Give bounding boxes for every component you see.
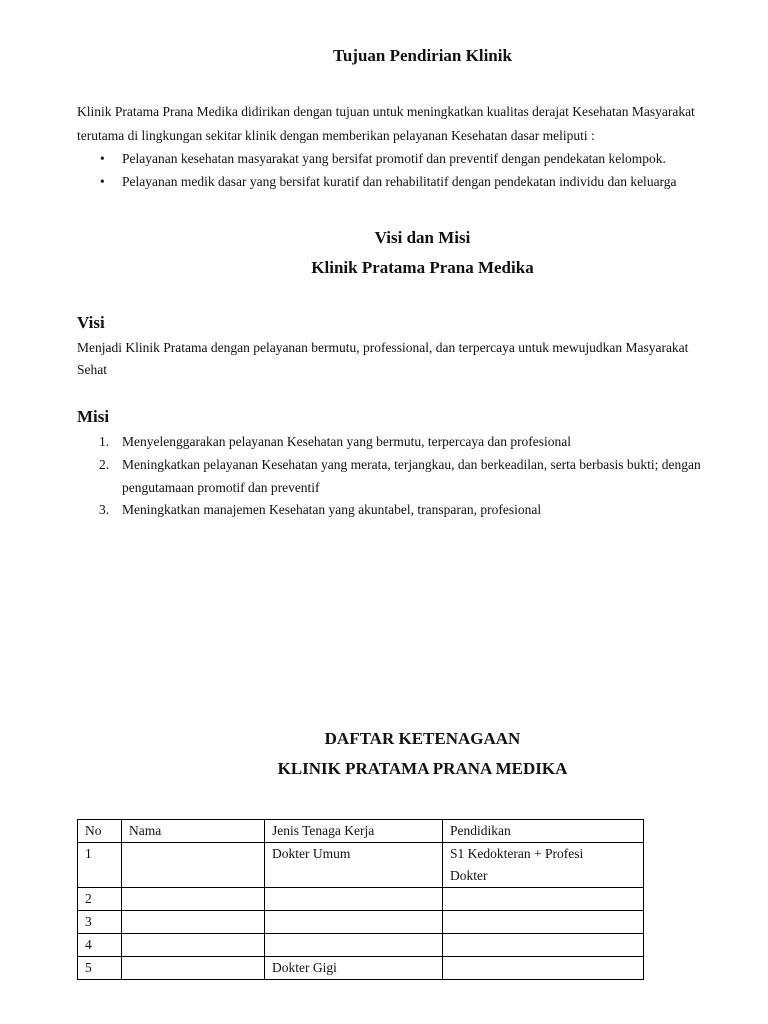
cell-pendidikan	[443, 934, 644, 957]
pendidikan-line-2: Dokter	[450, 868, 488, 883]
bullet-text: Pelayanan medik dasar yang bersifat kuratif dan rehabilitatif dengan pendekatan individu dan keluarga	[122, 174, 677, 189]
visi-text-line-2: Sehat	[77, 362, 107, 377]
pendidikan-line-1: S1 Kedokteran + Profesi	[450, 846, 584, 861]
cell-no: 2	[78, 888, 122, 911]
table-row	[78, 843, 644, 888]
list-text: Meningkatkan pelayanan Kesehatan yang merata, terjangkau, dan berkeadilan, serta berbasis bukti; dengan	[122, 457, 701, 472]
table-header-row	[78, 820, 644, 843]
cell-no: 4	[78, 934, 122, 957]
tujuan-title: Tujuan Pendirian Klinik	[333, 46, 512, 65]
cell-nama	[122, 957, 265, 980]
header-no: No	[78, 820, 122, 843]
cell-pendidikan	[443, 957, 644, 980]
list-number: 2.	[99, 457, 110, 472]
daftar-subtitle: KLINIK PRATAMA PRANA MEDIKA	[277, 759, 568, 778]
cell-jenis	[265, 911, 443, 934]
bullet-text: Pelayanan kesehatan masyarakat yang bersifat promotif dan preventif dengan pendekatan kelompok.	[122, 151, 666, 166]
visi-misi-title: Visi dan Misi	[374, 228, 471, 247]
list-text: pengutamaan promotif dan preventif	[122, 480, 320, 495]
header-nama: Nama	[122, 820, 265, 843]
cell-nama	[122, 934, 265, 957]
tujuan-paragraph-line-2: terutama di lingkungan sekitar klinik dengan memberikan pelayanan Kesehatan dasar meliputi :	[77, 128, 595, 143]
cell-pendidikan	[443, 888, 644, 911]
list-number: 3.	[99, 502, 110, 517]
header-pendidikan: Pendidikan	[443, 820, 644, 843]
list-text: Meningkatkan manajemen Kesehatan yang akuntabel, transparan, profesional	[122, 502, 542, 517]
bullet-marker: •	[100, 174, 105, 189]
staff-table	[77, 819, 644, 980]
bullet-marker: •	[100, 151, 105, 166]
list-number: 1.	[99, 434, 110, 449]
misi-heading: Misi	[77, 407, 110, 426]
cell-jenis: Dokter Gigi	[265, 957, 443, 980]
cell-no: 5	[78, 957, 122, 980]
table-row	[78, 957, 644, 980]
cell-nama	[122, 843, 265, 888]
table-row	[78, 888, 644, 911]
visi-misi-subtitle: Klinik Pratama Prana Medika	[311, 258, 534, 277]
list-text: Menyelenggarakan pelayanan Kesehatan yang bermutu, terpercaya dan profesional	[122, 434, 572, 449]
cell-jenis	[265, 934, 443, 957]
tujuan-paragraph-line-1: Klinik Pratama Prana Medika didirikan dengan tujuan untuk meningkatkan kualitas derajat Kesehatan Masyarakat	[77, 104, 695, 119]
cell-pendidikan	[443, 911, 644, 934]
visi-heading: Visi	[77, 313, 105, 332]
cell-nama	[122, 911, 265, 934]
cell-no: 1	[78, 843, 122, 888]
cell-pendidikan	[443, 843, 644, 888]
table-row	[78, 911, 644, 934]
cell-jenis	[265, 888, 443, 911]
daftar-title: DAFTAR KETENAGAAN	[324, 729, 521, 748]
table-row	[78, 934, 644, 957]
cell-jenis: Dokter Umum	[265, 843, 443, 888]
cell-no: 3	[78, 911, 122, 934]
header-jenis-tenaga-kerja: Jenis Tenaga Kerja	[265, 820, 443, 843]
cell-nama	[122, 888, 265, 911]
visi-text-line-1: Menjadi Klinik Pratama dengan pelayanan bermutu, professional, dan terpercaya untuk mewujudkan Masyarakat	[77, 340, 689, 355]
